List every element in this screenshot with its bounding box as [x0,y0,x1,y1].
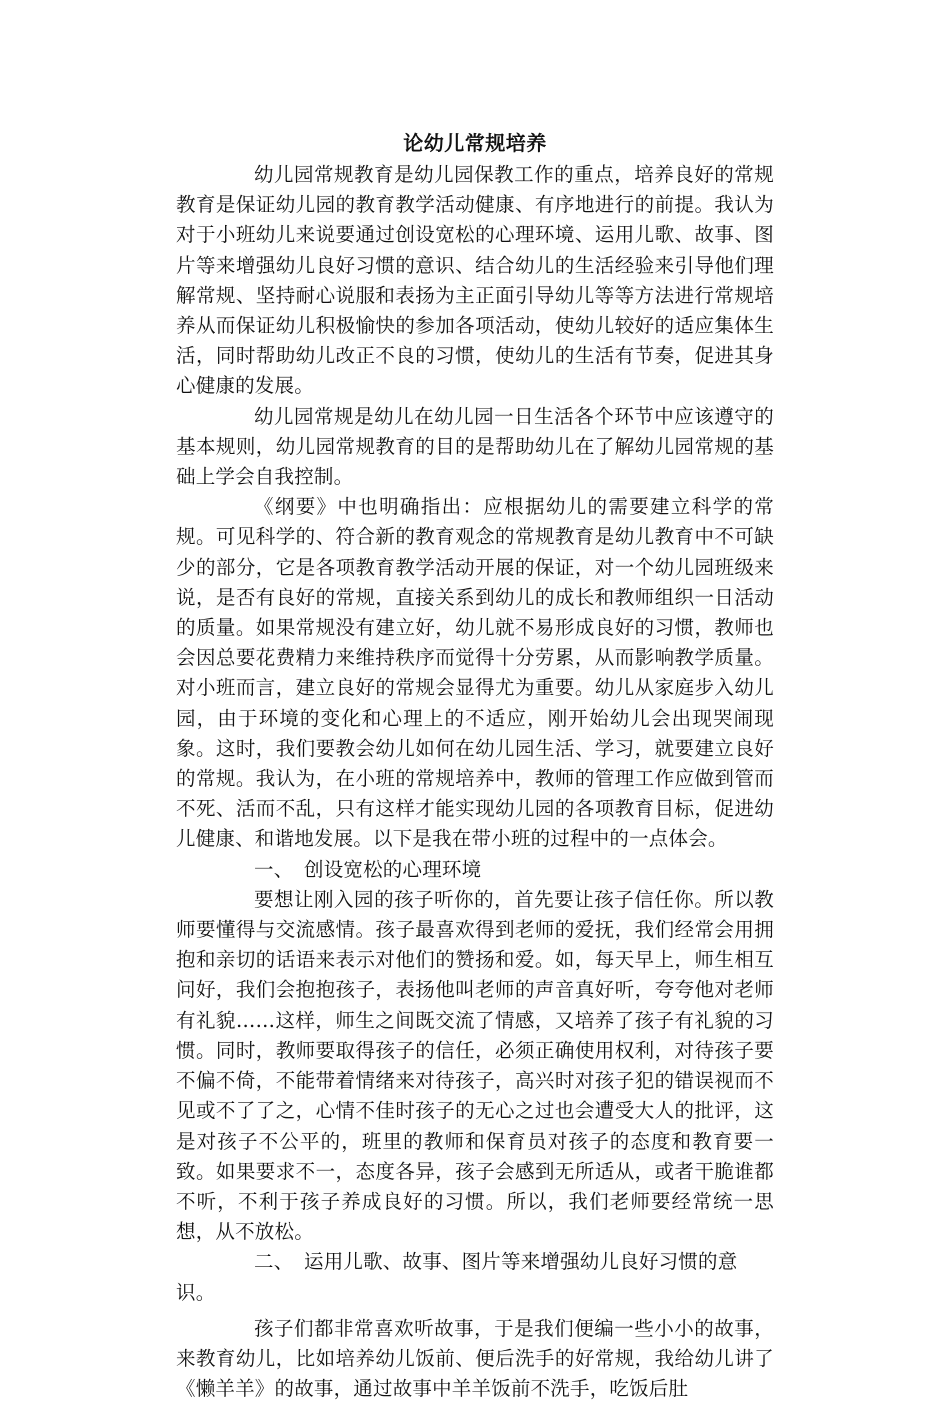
section-number-1: 一、 [254,857,294,881]
document-page [176,128,774,1404]
section-title-2: 运用儿歌、故事、图片等来增强幼儿良好习惯的意识。 [176,1250,738,1304]
section-title-1: 创设宽松的心理环境 [304,857,482,881]
section-heading-1 [176,855,774,885]
section-paragraph-2: 孩子们都非常喜欢听故事，于是我们便编一些小小的故事，来教育幼儿，比如培养幼儿饭前、便后洗手的好常规，我给幼儿讲了《懒羊羊》的故事，通过故事中羊羊饭前不洗手，吃饭后肚 [176,1316,774,1401]
paragraph-intro: 幼儿园常规教育是幼儿园保教工作的重点，培养良好的常规教育是保证幼儿园的教育教学活动健康、有序地进行的前提。我认为对于小班幼儿来说要通过创设宽松的心理环境、运用儿歌、故事、图片等来增强幼儿良好习惯的意识、结合幼儿的生活经验来引导他们理解常规、坚持耐心说服和表扬为主正面引导幼儿等等方法进行常规培养从而保证幼儿积极愉快的参加各项活动，使幼儿较好的适应集体生活，同时帮助幼儿改正不良的习惯，使幼儿的生活有节奏，促进其身心健康的发展。 [176,163,774,398]
section-paragraph-1: 要想让刚入园的孩子听你的，首先要让孩子信任你。所以教师要懂得与交流感情。孩子最喜欢得到老师的爱抚，我们经常会用拥抱和亲切的话语来表示对他们的赞扬和爱。如，每天早上，师生相互问好，我们会抱抱孩子，表扬他叫老师的声音真好听，夸夸他对老师有礼貌……这样，师生之间既交流了情感，又培养了孩子有礼貌的习惯。同时，教师要取得孩子的信任，必须正确使用权利，对待孩子要不偏不倚，不能带着情绪来对待孩子，高兴时对孩子犯的错误视而不见或不了了之，心情不佳时孩子的无心之过也会遭受大人的批评，这是对孩子不公平的，班里的教师和保育员对孩子的态度和教育要一致。如果要求不一，态度各异，孩子会感到无所适从，或者干脆谁都不听，不利于孩子养成良好的习惯。所以，我们老师要经常统一思想，从不放松。 [176,887,774,1244]
section-number-2: 二、 [254,1250,294,1274]
paragraph-outline-guidance: 《纲要》中也明确指出：应根据幼儿的需要建立科学的常规。可见科学的、符合新的教育观念的常规教育是幼儿教育中不可缺少的部分，它是各项教育教学活动开展的保证，对一个幼儿园班级来说，是否有良好的常规，直接关系到幼儿的成长和教师组织一日活动的质量。如果常规没有建立好，幼儿就不易形成良好的习惯，教师也会因总要花费精力来维持秩序而觉得十分劳累，从而影响教学质量。对小班而言，建立良好的常规会显得尤为重要。幼儿从家庭步入幼儿园，由于环境的变化和心理上的不适应，刚开始幼儿会出现哭闹现象。这时，我们要教会幼儿如何在幼儿园生活、学习，就要建立良好的常规。我认为，在小班的常规培养中，教师的管理工作应做到管而不死、活而不乱，只有这样才能实现幼儿园的各项教育目标，促进幼儿健康、和谐地发展。以下是我在带小班的过程中的一点体会。 [176,495,774,851]
paragraph-definition: 幼儿园常规是幼儿在幼儿园一日生活各个环节中应该遵守的基本规则，幼儿园常规教育的目的是帮助幼儿在了解幼儿园常规的基础上学会自我控制。 [176,404,774,489]
section-heading-2 [176,1247,774,1307]
document-title: 论幼儿常规培养 [403,131,547,155]
